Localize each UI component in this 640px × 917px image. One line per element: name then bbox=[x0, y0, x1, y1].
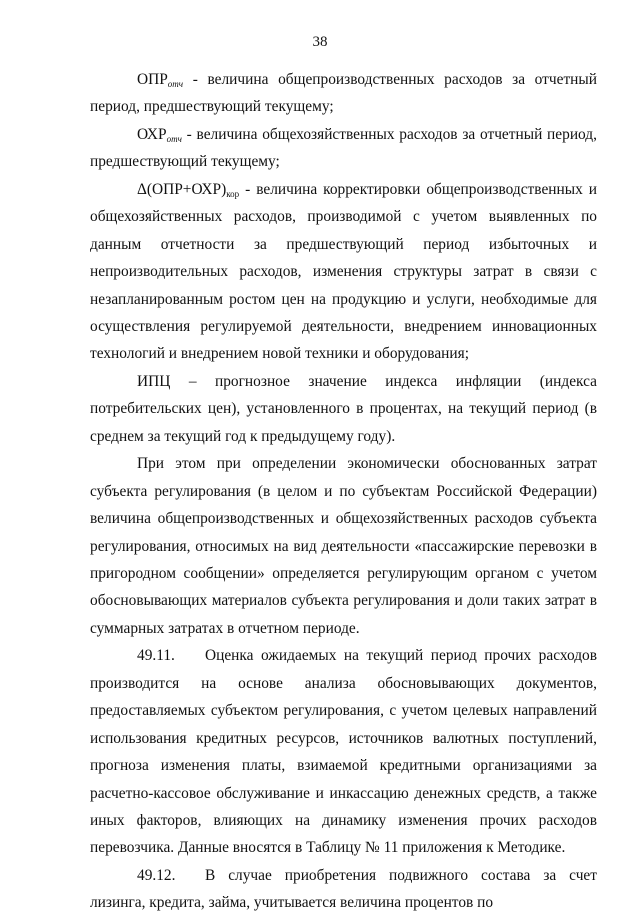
definition-delta bbox=[90, 176, 597, 368]
clause-49-11 bbox=[90, 642, 597, 861]
symbol-ipc: ИПЦ bbox=[137, 373, 171, 391]
clause-49-11-text: Оценка ожидаемых на текущий период прочих расходов производится на основе анализа обосновывающих документов, предоставляемых субъектом регулирования, с учетом целевых направлений использования кредитных ресурсов, источников валютных поступлений, прогноза изменения платы, взимаемой кредитными организациями за расчетно-кассовое обслуживание и инкассацию денежных средств, а также иных факторов, влияющих на динамику изменения прочих расходов перевозчика. Данные вносятся в Таблицу № 11 приложения к Методике. bbox=[90, 647, 597, 857]
clause-49-12-text: В случае приобретения подвижного состава за счет лизинга, кредита, займа, учитывается величина процентов по bbox=[90, 866, 597, 912]
clause-49-12 bbox=[90, 862, 597, 917]
symbol-opr: ОПР bbox=[137, 71, 168, 88]
definition-ipc bbox=[90, 368, 597, 450]
document-body bbox=[90, 66, 597, 917]
page-number: 38 bbox=[312, 34, 328, 50]
definition-opr-text: - величина общепроизводственных расходов за отчетный период, предшествующий текущему; bbox=[90, 71, 597, 116]
definition-ohr bbox=[90, 121, 597, 176]
definition-ohr-text: - величина общехозяйственных расходов за отчетный период, предшествующий текущему; bbox=[90, 126, 597, 171]
definition-ipc-text: – прогнозное значение индекса инфляции (индекса потребительских цен), установленного в процентах, на текущий период (в среднем за текущий год к предыдущему году). bbox=[90, 373, 597, 445]
clause-49-12-number: 49.12. bbox=[137, 866, 176, 884]
definition-delta-text: - величина корректировки общепроизводственных и общехозяйственных расходов, производимой с учетом выявленных по данным отчетности за предшествующий период избыточных и непроизводительных расходов, изменения структуры затрат в связи с незапланированным ростом цен на продукцию и услуги, необходимые для осуществления регулируемой деятельности, внедрением инновационных технологий и внедрением новой техники и оборудования; bbox=[90, 181, 597, 363]
subscript-delta: кор bbox=[226, 189, 240, 199]
paragraph-regulation: При этом при определении экономически обоснованных затрат субъекта регулирования (в целом и по субъектам Российской Федерации) величина общепроизводственных и общехозяйственных расходов субъекта регулирования, относимых на вид деятельности «пассажирские перевозки в пригородном сообщении» определяется регулирующим органом с учетом обосновывающих материалов субъекта регулирования и доли таких затрат в суммарных затратах в отчетном периоде. bbox=[90, 455, 597, 637]
symbol-ohr: ОХР bbox=[137, 126, 167, 143]
subscript-ohr: отч bbox=[166, 134, 182, 144]
symbol-delta: Δ(ОПР+ОХР) bbox=[137, 181, 227, 198]
subscript-opr: отч bbox=[167, 79, 184, 89]
clause-49-11-number: 49.11. bbox=[137, 647, 175, 665]
definition-opr bbox=[90, 66, 597, 121]
